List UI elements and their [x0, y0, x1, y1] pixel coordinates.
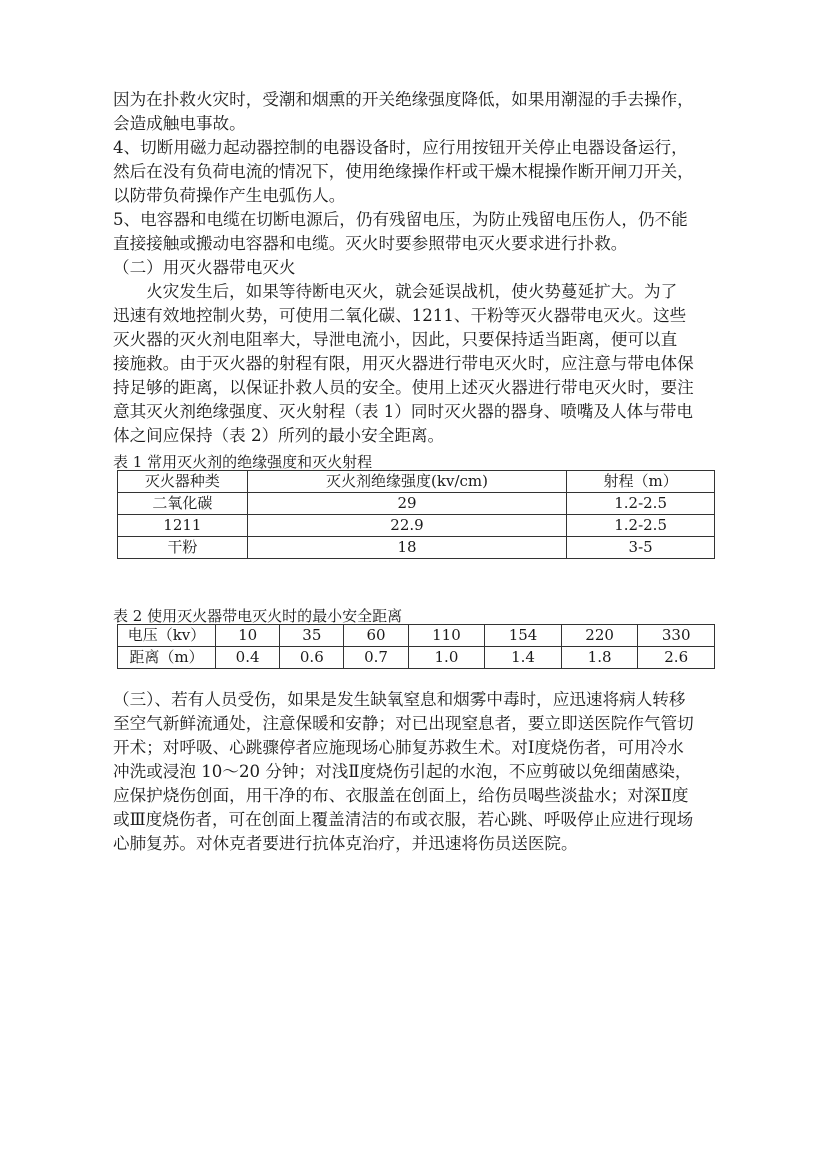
- text-line: 4、切断用磁力起动器控制的电器设备时，应行用按钮开关停止电器设备运行，: [113, 138, 688, 157]
- text-line: 持足够的距离，以保证扑救人员的安全。使用上述灭火器进行带电灭火时，要注: [113, 378, 694, 397]
- table1-caption: 表 1 常用灭火剂的绝缘强度和灭火射程: [113, 453, 373, 471]
- text-line: 迅速有效地控制火势，可使用二氧化碳、1211、干粉等灭火器带电灭火。这些: [113, 306, 687, 325]
- cell: 2.6: [638, 647, 715, 669]
- table-row: [118, 493, 715, 515]
- cell: 110: [408, 625, 485, 647]
- cell: 1211: [118, 515, 248, 537]
- text-line: 至空气新鲜流通处，注意保暖和安静；对已出现窒息者，要立即送医院作气管切: [113, 714, 694, 733]
- cell: 60: [344, 625, 408, 647]
- cell: 1.0: [408, 647, 485, 669]
- text-line: 接施救。由于灭火器的射程有限，用灭火器进行带电灭火时，应注意与带电体保: [113, 354, 694, 373]
- cell: 29: [247, 493, 566, 515]
- text-line: 会造成触电事故。: [113, 114, 246, 133]
- text-line: 灭火器的灭火剂电阻率大，导泄电流小，因此，只要保持适当距离，便可以直: [113, 330, 678, 349]
- text-line: 开术；对呼吸、心跳骤停者应施现场心肺复苏救生术。对Ⅰ度烧伤者，可用冷水: [113, 738, 684, 757]
- cell: 154: [485, 625, 562, 647]
- text-line: 心肺复苏。对休克者要进行抗体克治疗，并迅速将伤员送医院。: [113, 834, 578, 853]
- section-heading: （二）用灭火器带电灭火: [113, 258, 296, 277]
- header-cell: 射程（m）: [567, 471, 715, 493]
- cell: 1.8: [561, 647, 638, 669]
- cell: 干粉: [118, 537, 248, 559]
- text-line: 火灾发生后，如果等待断电灭火，就会延误战机，使火势蔓延扩大。为了: [113, 282, 678, 301]
- table-row-distance: [118, 647, 715, 669]
- table-row: [118, 515, 715, 537]
- header-cell: 灭火器种类: [118, 471, 248, 493]
- cell: 35: [280, 625, 344, 647]
- text-line: 或Ⅲ度烧伤者，可在创面上覆盖清洁的布或衣服，若心跳、呼吸停止应进行现场: [113, 810, 694, 829]
- cell: 二氧化碳: [118, 493, 248, 515]
- text-line: 以防带负荷操作产生电弧伤人。: [113, 186, 346, 205]
- text-line: 直接接触或搬动电容器和电缆。灭火时要参照带电灭火要求进行扑救。: [113, 234, 628, 253]
- text-line: 应保护烧伤创面，用干净的布、衣服盖在创面上，给伤员喝些淡盐水；对深Ⅱ度: [113, 786, 689, 805]
- cell: 22.9: [247, 515, 566, 537]
- cell: 1.4: [485, 647, 562, 669]
- cell: 18: [247, 537, 566, 559]
- cell: 3-5: [567, 537, 715, 559]
- cell: 1.2-2.5: [567, 515, 715, 537]
- row-label: 距离（m）: [118, 647, 216, 669]
- cell: 0.7: [344, 647, 408, 669]
- table-row-voltage: [118, 625, 715, 647]
- table2-caption: 表 2 使用灭火器带电灭火时的最小安全距离: [113, 607, 403, 625]
- table-safety-distance: [117, 624, 715, 669]
- text-line: （三）、若有人员受伤，如果是发生缺氧窒息和烟雾中毒时，应迅速将病人转移: [113, 690, 686, 709]
- text-line: 意其灭火剂绝缘强度、灭火射程（表 1）同时灭火器的器身、喷嘴及人体与带电: [113, 402, 694, 421]
- table-row: [118, 537, 715, 559]
- text-line: 因为在扑救火灾时，受潮和烟熏的开关绝缘强度降低，如果用潮湿的手去操作，: [113, 90, 694, 109]
- cell: 10: [216, 625, 280, 647]
- text-line: 体之间应保持（表 2）所列的最小安全距离。: [113, 426, 445, 445]
- row-label: 电压（kv）: [118, 625, 216, 647]
- cell: 1.2-2.5: [567, 493, 715, 515]
- header-cell: 灭火剂绝缘强度(kv/cm): [247, 471, 566, 493]
- cell: 330: [638, 625, 715, 647]
- cell: 220: [561, 625, 638, 647]
- table-header-row: [118, 471, 715, 493]
- table-extinguisher-properties: [117, 470, 715, 559]
- text-line: 5、电容器和电缆在切断电源后，仍有残留电压，为防止残留电压伤人，仍不能: [113, 210, 688, 229]
- text-line: 冲洗或浸泡 10～20 分钟；对浅Ⅱ度烧伤引起的水泡，不应剪破以免细菌感染，: [113, 762, 692, 781]
- cell: 0.6: [280, 647, 344, 669]
- cell: 0.4: [216, 647, 280, 669]
- text-line: 然后在没有负荷电流的情况下，使用绝缘操作杆或干燥木棍操作断开闸刀开关，: [113, 162, 694, 181]
